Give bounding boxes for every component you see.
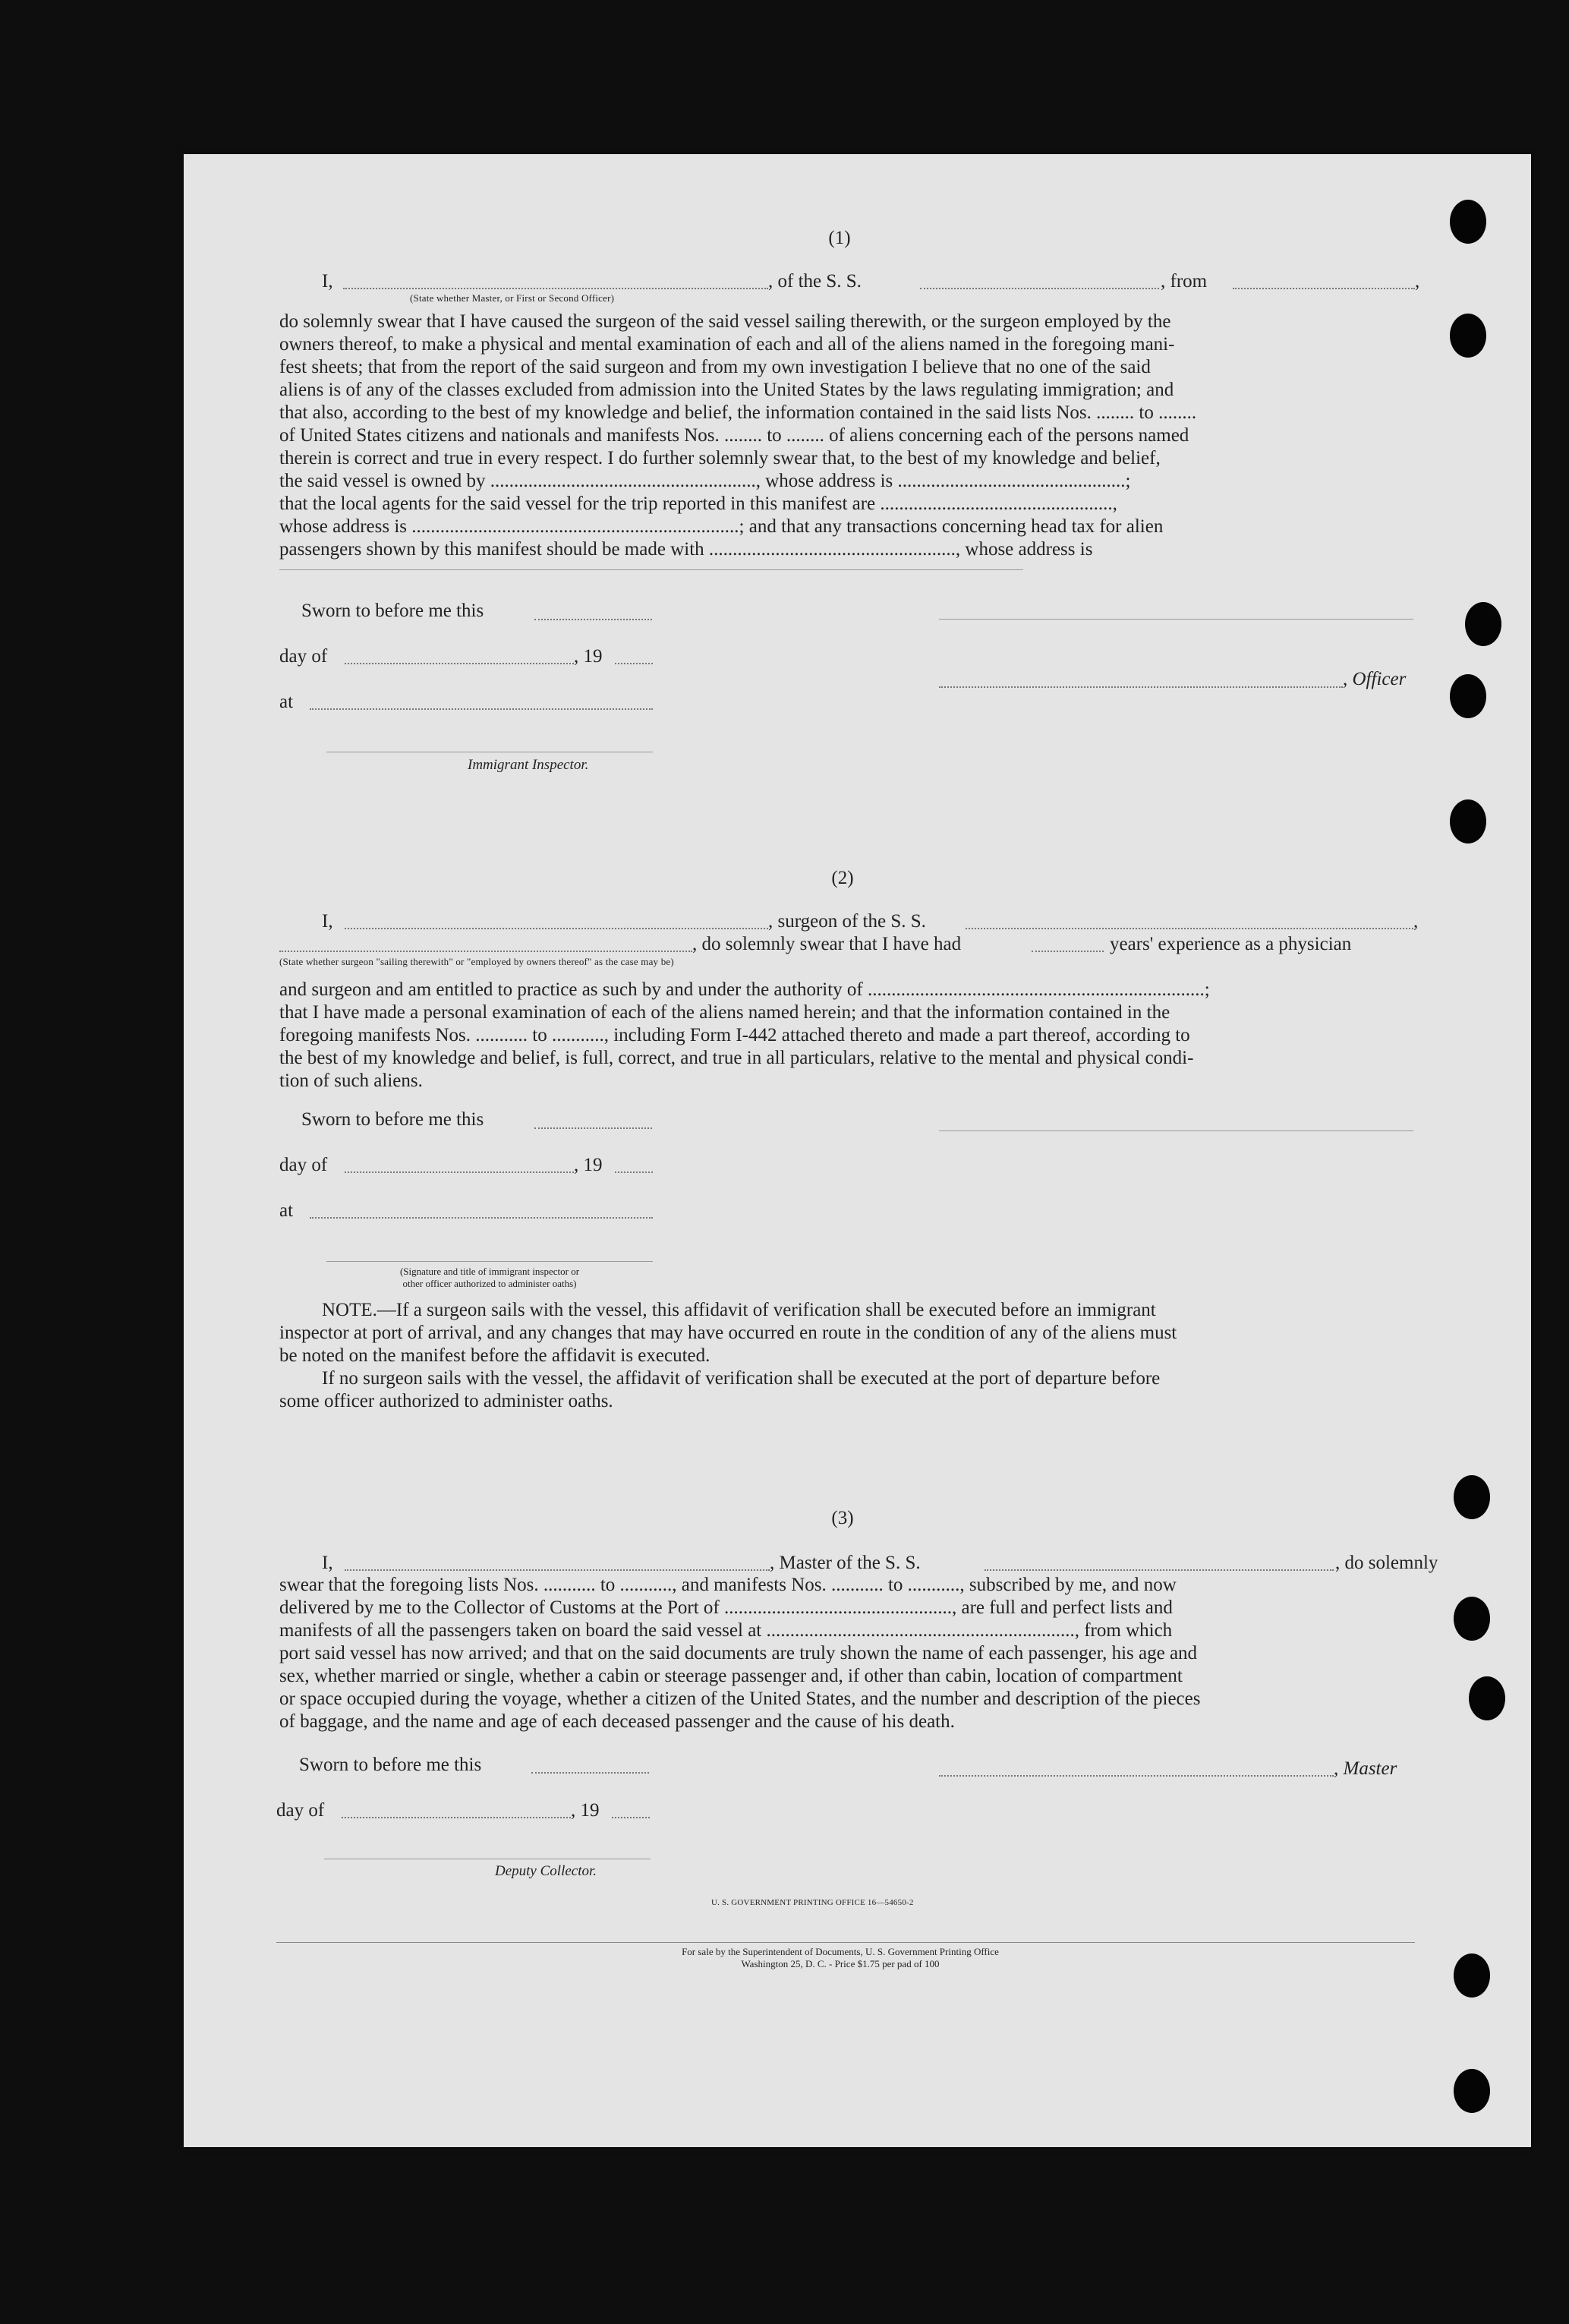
printing-office-code: U. S. GOVERNMENT PRINTING OFFICE 16—54650-2 <box>711 1898 914 1907</box>
paragraph-line: do solemnly swear that I have caused the surgeon of the said vessel sailing therewith, or the surgeon employed by the <box>279 311 1171 332</box>
sworn-label: Sworn to before me this <box>299 1755 482 1775</box>
master-ship-field[interactable] <box>985 1569 1334 1571</box>
day-of-field[interactable] <box>345 1171 574 1173</box>
surgeon-type-field[interactable] <box>279 951 692 952</box>
day-of-label: day of <box>279 1155 328 1175</box>
surgeon-note: (State whether surgeon "sailing therewith" or "employed by owners thereof" as the case may be) <box>279 956 674 967</box>
punch-hole <box>1454 1597 1490 1641</box>
note-paragraph <box>279 1299 1418 1413</box>
paragraph-line: passengers shown by this manifest should be made with ...................................................., whose address is <box>279 539 1093 560</box>
paragraph-line: inspector at port of arrival, and any changes that may have occurred en route in the condition of any of the aliens must <box>279 1323 1177 1343</box>
paragraph-line: the best of my knowledge and belief, is full, correct, and true in all particulars, relative to the mental and physical condi- <box>279 1048 1194 1068</box>
paragraph-line: therein is correct and true in every respect. I do further solemnly swear that, to the best of my knowledge and belief, <box>279 448 1161 468</box>
paragraph-line: that also, according to the best of my knowledge and belief, the information contained in the said lists Nos. ........ to ........ <box>279 402 1197 423</box>
signature-note <box>326 1266 653 1290</box>
punch-hole <box>1450 200 1486 244</box>
sale-notice <box>461 1946 1220 1970</box>
section1-number: (1) <box>828 228 851 248</box>
paragraph-line: that I have made a personal examination of each of the aliens named herein; and that the information contained in the <box>279 1002 1170 1023</box>
paragraph-line: aliens is of any of the classes excluded from admission into the United States by the laws regulating immigration; and <box>279 380 1174 400</box>
swear-label: , do solemnly swear that I have had <box>692 934 962 954</box>
punch-hole <box>1450 799 1486 844</box>
surgeon-of-ss-label: , surgeon of the S. S. <box>768 911 926 932</box>
section1-i-label: I, <box>322 271 333 292</box>
inspector-signature-line[interactable] <box>326 1261 653 1262</box>
at-place-field[interactable] <box>310 1217 653 1219</box>
paragraph-line: fest sheets; that from the report of the said surgeon and from my own investigation I believe that no one of the said <box>279 357 1151 377</box>
officer-label: , Officer <box>1343 669 1407 689</box>
at-place-field[interactable] <box>310 708 653 710</box>
section3-i-label: I, <box>322 1553 333 1573</box>
paragraph-line: If no surgeon sails with the vessel, the affidavit of verification shall be executed at the port of departure before <box>322 1368 1161 1389</box>
from-port-field[interactable] <box>1233 288 1415 289</box>
master-of-ss-label: , Master of the S. S. <box>770 1553 921 1573</box>
master-name-field[interactable] <box>345 1569 770 1571</box>
master-signature-line[interactable] <box>939 1775 1334 1777</box>
paragraph-line: swear that the foregoing lists Nos. ........... to ..........., and manifests Nos. ........... to ..........., subscribed by me, and now <box>279 1575 1177 1595</box>
signature-note-line: (Signature and title of immigrant inspector or <box>399 1266 580 1277</box>
section3-number: (3) <box>831 1508 854 1528</box>
paragraph-line: delivered by me to the Collector of Customs at the Port of ................................................, are full and perfect lists and <box>279 1597 1173 1618</box>
surgeon-ship-field[interactable] <box>966 928 1413 929</box>
officer-title-field[interactable] <box>939 686 1343 688</box>
paragraph-line: of baggage, and the name and age of each deceased passenger and the cause of his death. <box>279 1711 955 1732</box>
paragraph-line: port said vessel has now arrived; and that on the said documents are truly shown the name of each passenger, his age and <box>279 1643 1198 1663</box>
collector-label: Deputy Collector. <box>495 1863 597 1879</box>
paragraph-line: or space occupied during the voyage, whether a citizen of the United States, and the number and description of the pieces <box>279 1689 1201 1709</box>
form-page <box>184 154 1531 2147</box>
paragraph-line: the said vessel is owned by ........................................................, whose address is ................................................; <box>279 471 1131 491</box>
footer-divider <box>276 1942 1415 1943</box>
inspector-label: Immigrant Inspector. <box>468 757 589 773</box>
sale-notice-line: For sale by the Superintendent of Documents, U. S. Government Printing Office <box>682 1946 999 1957</box>
paragraph-line: some officer authorized to administer oaths. <box>279 1391 613 1411</box>
section2-comma: , <box>1413 911 1419 932</box>
master-note: (State whether Master, or First or Second Officer) <box>410 292 615 304</box>
at-label: at <box>279 1200 294 1221</box>
paragraph-line: of United States citizens and nationals and manifests Nos. ........ to ........ of aliens concerning each of the persons named <box>279 425 1189 446</box>
day-of-label: day of <box>276 1800 325 1821</box>
paragraph-line: tion of such aliens. <box>279 1071 423 1091</box>
surgeon-name-field[interactable] <box>345 928 768 929</box>
address-continuation-line[interactable] <box>279 569 1023 570</box>
year-field[interactable] <box>615 663 653 664</box>
year-field[interactable] <box>615 1171 653 1173</box>
at-label: at <box>279 692 294 712</box>
sworn-date-field[interactable] <box>534 1127 652 1129</box>
paragraph-line: sex, whether married or single, whether a cabin or steerage passenger and, if other than cabin, location of compartment <box>279 1666 1183 1686</box>
ship-name-field[interactable] <box>920 288 1159 289</box>
section1-comma: , <box>1415 271 1420 292</box>
punch-hole <box>1469 1676 1505 1720</box>
signature-note-line: other officer authorized to administer oaths) <box>402 1278 577 1289</box>
paragraph-line: that the local agents for the said vessel for the trip reported in this manifest are ................................................., <box>279 493 1117 514</box>
punch-hole <box>1454 1953 1490 1998</box>
year-label: , 19 <box>571 1800 600 1821</box>
paragraph-line: and surgeon and am entitled to practice as such by and under the authority of .......................................................................; <box>279 979 1210 1000</box>
sworn-label: Sworn to before me this <box>301 1109 484 1130</box>
day-of-field[interactable] <box>345 663 574 664</box>
officer-signature-line[interactable] <box>939 619 1413 620</box>
sale-notice-line: Washington 25, D. C. - Price $1.75 per pad of 100 <box>741 1958 940 1969</box>
paragraph-line: NOTE.—If a surgeon sails with the vessel, this affidavit of verification shall be executed before an immigrant <box>322 1300 1156 1320</box>
punch-hole <box>1450 314 1486 358</box>
sworn-date-field[interactable] <box>534 619 652 620</box>
punch-hole <box>1454 1475 1490 1519</box>
section2-number: (2) <box>831 868 854 888</box>
section1-of-ss-label: , of the S. S. <box>768 271 862 292</box>
sworn-date-field[interactable] <box>531 1772 649 1774</box>
day-of-label: day of <box>279 646 328 667</box>
surgeon-signature-line[interactable] <box>939 1130 1413 1131</box>
punch-hole <box>1465 602 1501 646</box>
year-label: , 19 <box>574 646 603 667</box>
master-label: , Master <box>1334 1758 1397 1779</box>
punch-hole <box>1454 2069 1490 2113</box>
section3-paragraph <box>279 1574 1418 1733</box>
year-label: , 19 <box>574 1155 603 1175</box>
year-field[interactable] <box>612 1817 650 1818</box>
paragraph-line: foregoing manifests Nos. ........... to ..........., including Form I-442 attached thereto and made a part thereof, according to <box>279 1025 1190 1045</box>
section2-i-label: I, <box>322 911 333 932</box>
do-solemnly-label: , do solemnly <box>1335 1553 1438 1573</box>
punch-hole <box>1450 674 1486 718</box>
paragraph-line: be noted on the manifest before the affidavit is executed. <box>279 1345 710 1366</box>
section1-from-label: , from <box>1161 271 1208 292</box>
years-field[interactable] <box>1032 951 1104 952</box>
paragraph-line: owners thereof, to make a physical and mental examination of each and all of the aliens named in the foregoing mani- <box>279 334 1175 355</box>
paragraph-line: whose address is .....................................................................; and that any transactions concerning head tax for alien <box>279 516 1164 537</box>
years-label: years' experience as a physician <box>1110 934 1352 954</box>
paragraph-line: manifests of all the passengers taken on board the said vessel at ................................................................., from which <box>279 1620 1173 1641</box>
section1-paragraph <box>279 311 1418 561</box>
section2-paragraph <box>279 979 1418 1093</box>
sworn-label: Sworn to before me this <box>301 601 484 621</box>
officer-name-field[interactable] <box>343 288 768 289</box>
day-of-field[interactable] <box>342 1817 571 1818</box>
